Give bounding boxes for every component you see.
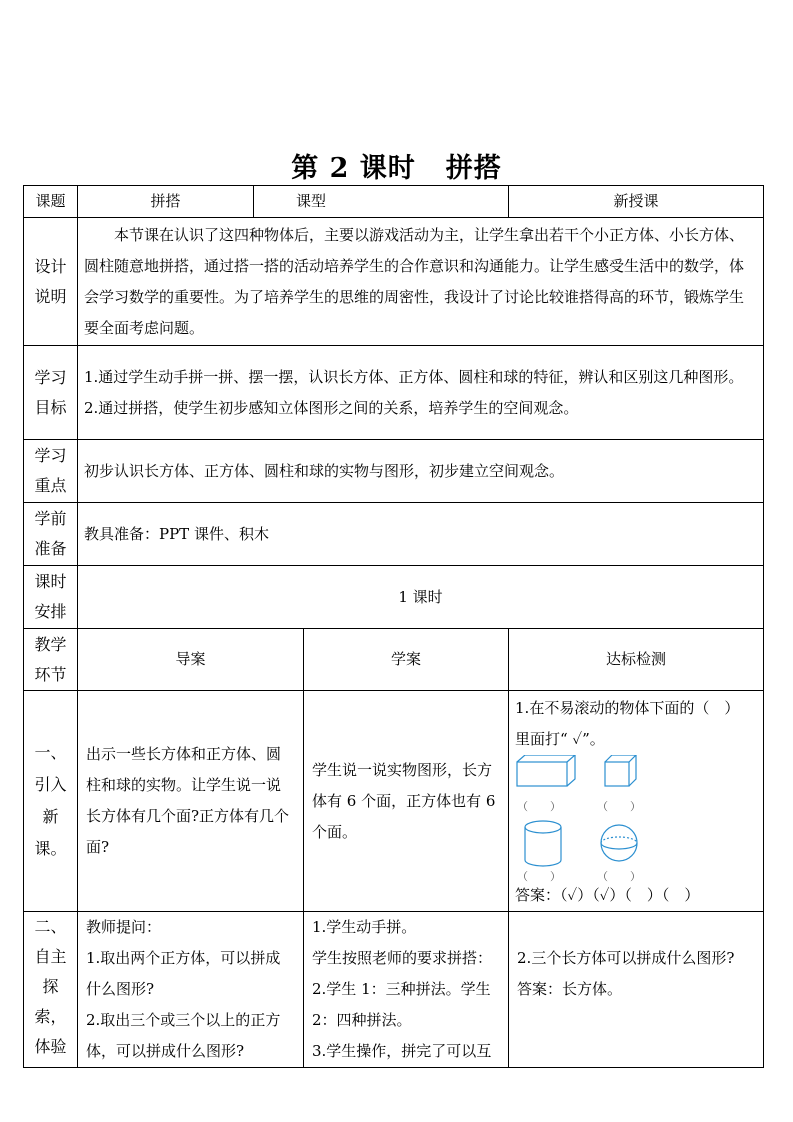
time-text: 1 课时 xyxy=(78,566,764,629)
design-row xyxy=(24,218,764,346)
section2-row xyxy=(24,912,764,1068)
sphere-icon xyxy=(601,825,637,861)
label-type: 课型 xyxy=(254,186,509,218)
section1-study: 学生说一说实物图形，长方体有 6 个面，正方体也有 6 个面。 xyxy=(304,691,509,912)
label-goals: 学习 目标 xyxy=(24,346,78,440)
prep-row xyxy=(24,503,764,566)
goals-row xyxy=(24,346,764,440)
paren-cube: （ ） xyxy=(597,800,642,813)
goals-text xyxy=(78,346,764,440)
goal-item-2: 2.通过拼搭，使学生初步感知立体图形之间的关系，培养学生的空间观念。 xyxy=(84,398,579,417)
lesson-plan-table xyxy=(23,185,764,1068)
section1-check xyxy=(509,691,764,912)
time-row xyxy=(24,566,764,629)
label-key: 学习 重点 xyxy=(24,440,78,503)
check-answer: 答案：（✓）（✓）（ ）（ ） xyxy=(515,886,700,904)
prep-text: 教具准备：PPT 课件、积木 xyxy=(78,503,764,566)
check-q1-line2: 里面打“ ✓”。 xyxy=(515,730,605,748)
label-prep: 学前 准备 xyxy=(24,503,78,566)
col-guide: 导案 xyxy=(78,629,304,691)
paren-cuboid: （ ） xyxy=(517,800,562,813)
columns-row xyxy=(24,629,764,691)
page-title xyxy=(0,146,793,185)
header-row xyxy=(24,186,764,218)
goal-item-1: 1.通过学生动手拼一拼、摆一摆，认识长方体、正方体、圆柱和球的特征，辨认和区别这几种图形。 xyxy=(84,367,744,386)
section2-label: 二、 自主 探 索， 体验 xyxy=(24,912,78,1068)
col-check: 达标检测 xyxy=(509,629,764,691)
paren-cylinder: （ ） xyxy=(517,870,562,883)
key-text: 初步认识长方体、正方体、圆柱和球的实物与图形，初步建立空间观念。 xyxy=(78,440,764,503)
section2-guide: 教师提问： 1.取出两个正方体，可以拼成什么图形? 2.取出三个或三个以上的正方体，可以拼成什么图形? xyxy=(78,912,304,1068)
section2-check: 2.三个长方体可以拼成什么图形? 答案：长方体。 xyxy=(509,912,764,1068)
key-row xyxy=(24,440,764,503)
label-stage: 教学 环节 xyxy=(24,629,78,691)
label-time: 课时 安排 xyxy=(24,566,78,629)
type-value: 新授课 xyxy=(509,186,764,218)
label-topic: 课题 xyxy=(24,186,78,218)
cube-icon xyxy=(605,755,636,786)
design-text: 本节课在认识了这四种物体后，主要以游戏活动为主，让学生拿出若干个小正方体、小长方体、圆柱随意地拼搭，通过搭一搭的活动培养学生的合作意识和沟通能力。让学生感受生活中的数学，体会学习数学的重要性。为了培养学生的思维的周密性，我设计了讨论比较谁搭得高的环节，锻炼学生要全面考虑问题。 xyxy=(78,218,764,346)
section1-row xyxy=(24,691,764,912)
col-study: 学案 xyxy=(304,629,509,691)
cuboid-icon xyxy=(517,755,575,786)
topic-value: 拼搭 xyxy=(78,186,254,218)
section1-guide: 出示一些长方体和正方体、圆柱和球的实物。让学生说一说长方体有几个面?正方体有几个面? xyxy=(78,691,304,912)
section1-label: 一、 引入 新 课。 xyxy=(24,691,78,912)
paren-sphere: （ ） xyxy=(597,870,642,883)
label-design: 设计 说明 xyxy=(24,218,78,346)
section2-study: 1.学生动手拼。 学生按照老师的要求拼搭： 2.学生 1：三种拼法。学生 2：四种拼法。 3.学生操作，拼完了可以互 xyxy=(304,912,509,1068)
lesson-name: 拼搭 xyxy=(445,153,502,184)
check-q1-line1: 1.在不易滚动的物体下面的（ ） xyxy=(515,699,740,717)
cylinder-icon xyxy=(525,821,561,866)
shape-figures xyxy=(515,755,759,883)
lesson-number: 第 2 课时 xyxy=(291,153,416,184)
